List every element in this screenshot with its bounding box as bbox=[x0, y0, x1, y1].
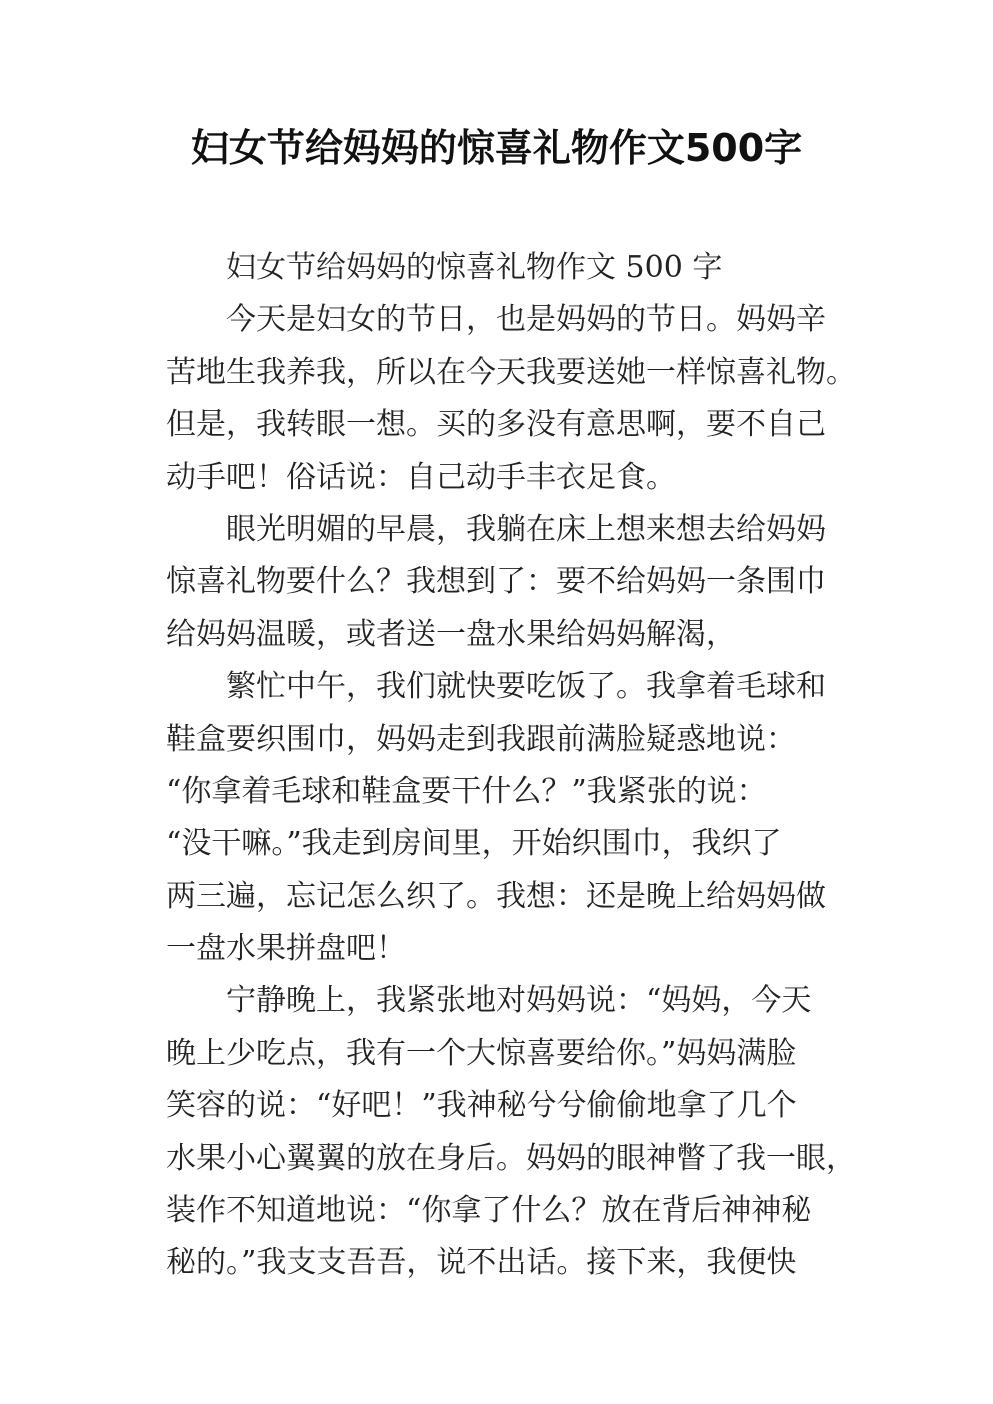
text-line: 妇女节给妈妈的惊喜礼物作文 500 字 bbox=[226, 250, 723, 285]
document-body bbox=[166, 242, 856, 1290]
text-line: 苦地生我养我，所以在今天我要送她一样惊喜礼物。 bbox=[166, 354, 856, 390]
text-line: 水果小心翼翼的放在身后。妈妈的眼神瞥了我一眼， bbox=[166, 1140, 856, 1176]
text-line: “没干嘛。”我走到房间里，开始织围巾，我织了 bbox=[166, 826, 782, 862]
text-line: 宁静晚上，我紧张地对妈妈说：“妈妈，今天 bbox=[226, 983, 812, 1019]
text-line: 但是，我转眼一想。买的多没有意思啊，要不自己 bbox=[166, 407, 826, 443]
text-line: 晚上少吃点，我有一个大惊喜要给你。”妈妈满脸 bbox=[166, 1035, 797, 1071]
text-line: 动手吧！俗话说：自己动手丰衣足食。 bbox=[166, 459, 676, 495]
text-line: 秘的。”我支支吾吾，说不出话。接下来，我便快 bbox=[166, 1245, 797, 1281]
text-line: 笑容的说：“好吧！”我神秘兮兮偷偷地拿了几个 bbox=[166, 1088, 797, 1124]
text-line: 惊喜礼物要什么？我想到了：要不给妈妈一条围巾 bbox=[166, 564, 826, 600]
text-line: “你拿着毛球和鞋盒要干什么？”我紧张的说： bbox=[166, 773, 767, 809]
text-line: 给妈妈温暖，或者送一盘水果给妈妈解渴， bbox=[166, 616, 736, 652]
text-line: 今天是妇女的节日，也是妈妈的节日。妈妈辛 bbox=[226, 302, 826, 338]
text-line: 眼光明媚的早晨，我躺在床上想来想去给妈妈 bbox=[226, 511, 826, 547]
text-line: 两三遍，忘记怎么织了。我想：还是晚上给妈妈做 bbox=[166, 878, 826, 914]
text-line: 鞋盒要织围巾，妈妈走到我跟前满脸疑惑地说： bbox=[166, 721, 796, 757]
text-line: 繁忙中午，我们就快要吃饭了。我拿着毛球和 bbox=[226, 669, 826, 705]
document-title: 妇女节给妈妈的惊喜礼物作文500字 bbox=[190, 126, 803, 170]
text-line: 一盘水果拼盘吧！ bbox=[166, 931, 406, 967]
text-line: 装作不知道地说：“你拿了什么？放在背后神神秘 bbox=[166, 1193, 812, 1229]
